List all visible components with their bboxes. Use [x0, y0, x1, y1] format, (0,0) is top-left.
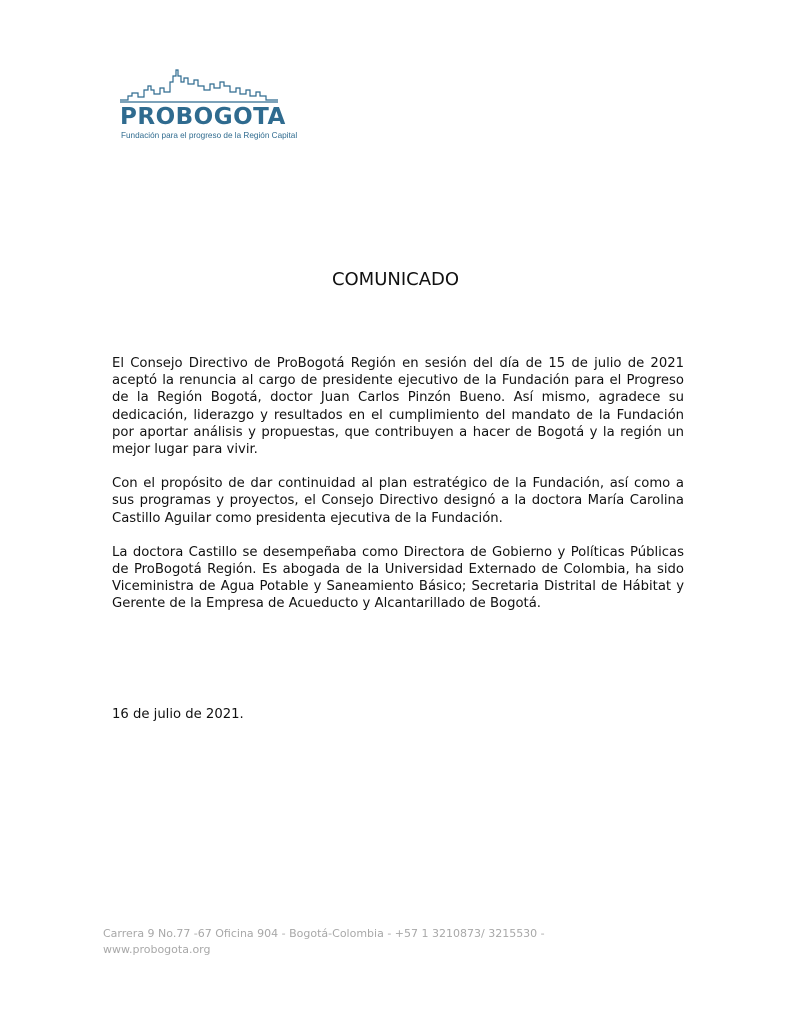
document-title: COMUNICADO: [331, 269, 460, 290]
document-date: 16 de julio de 2021.: [112, 707, 244, 722]
body-paragraph: El Consejo Directivo de ProBogotá Región en sesión del día de 15 de julio de 2021 aceptó la renuncia al cargo de presidente ejecutivo de la Fundación para el Progreso de la Región Bogotá, doctor Juan Carlos Pinzón Bueno. Así mismo, agradece su dedicación, liderazgo y resultados en el cumplimiento del mandato de la Fundación por aportar análisis y propuestas, que contribuyen a hacer de Bogotá y la región un mejor lugar para vivir.: [112, 356, 684, 458]
page-footer: [103, 926, 545, 958]
city-skyline-icon: [118, 66, 288, 104]
footer-website[interactable]: www.probogota.org: [103, 943, 211, 956]
logo-wordmark: PROBOGOTA: [120, 104, 286, 130]
document-body: [112, 355, 684, 630]
body-paragraph: La doctora Castillo se desempeñaba como Directora de Gobierno y Políticas Públicas de ProBogotá Región. Es abogada de la Universidad Externado de Colombia, ha sido Viceministra de Agua Potable y Saneamiento Básico; Secretaria Distrital de Hábitat y Gerente de la Empresa de Acueducto y Alcantarillado de Bogotá.: [112, 544, 684, 612]
footer-address: Carrera 9 No.77 -67 Oficina 904 - Bogotá-Colombia - +57 1 3210873/ 3215530 -: [103, 927, 545, 940]
body-paragraph: Con el propósito de dar continuidad al plan estratégico de la Fundación, así como a sus programas y proyectos, el Consejo Directivo designó a la doctora María Carolina Castillo Aguilar como presidenta ejecutiva de la Fundación.: [112, 476, 684, 526]
probogota-logo: [118, 66, 298, 142]
logo-tagline: Fundación para el progreso de la Región Capital: [121, 131, 298, 140]
